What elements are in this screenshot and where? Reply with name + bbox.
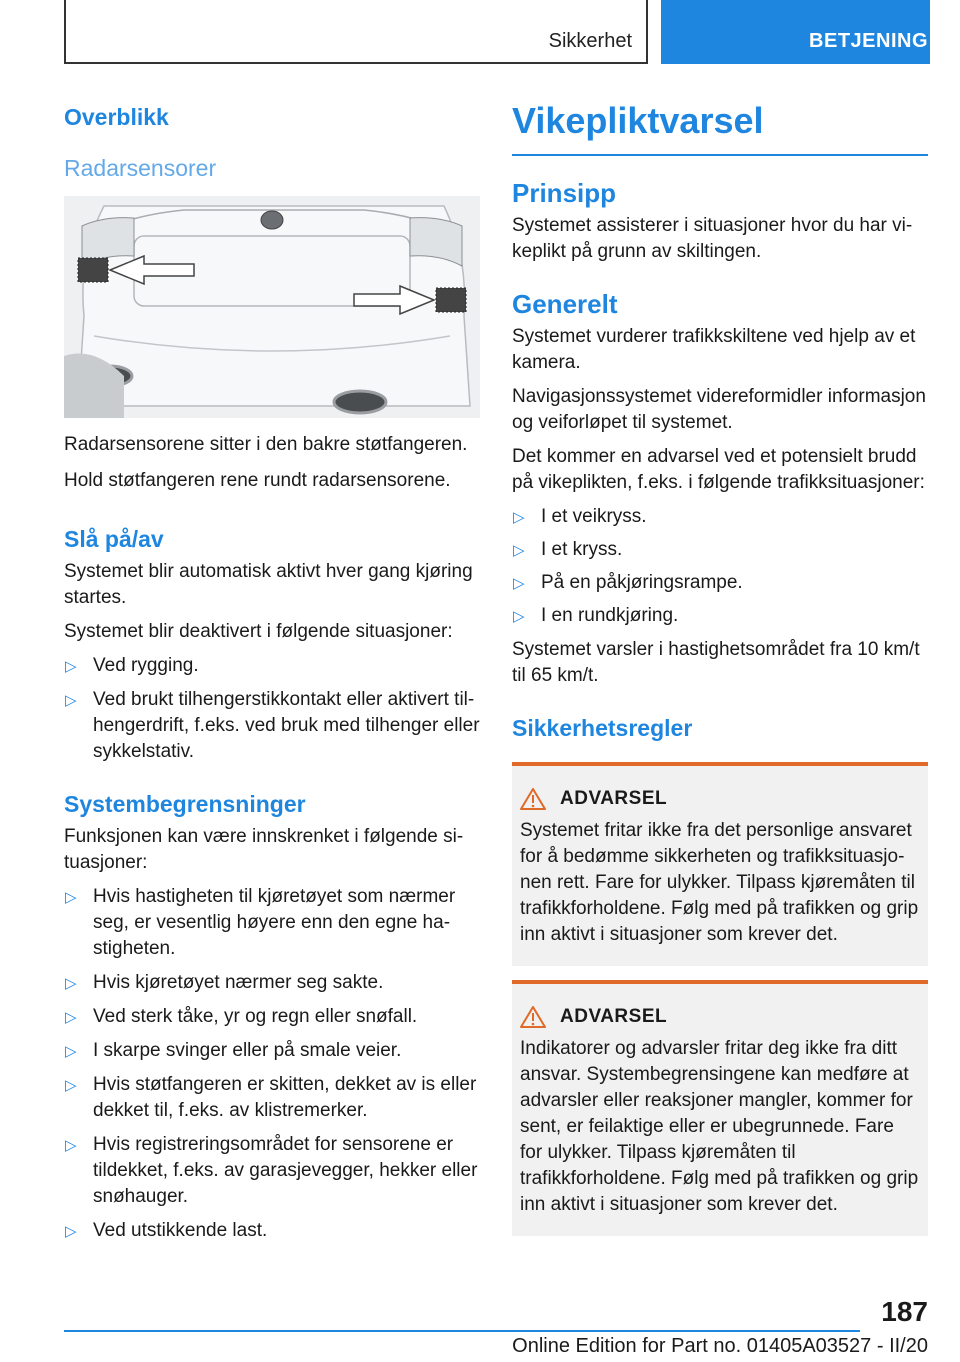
car-rear-image: [64, 196, 480, 418]
radar-sensor-illustration: [64, 196, 480, 418]
bullet-triangle-icon: ▷: [65, 1009, 77, 1026]
bullet-triangle-icon: ▷: [65, 692, 77, 709]
bullet-triangle-icon: ▷: [65, 1223, 77, 1240]
generelt-paragraph-4: Systemet varsler i hastighetsområdet fra 10 km/t til 65 km/t.: [512, 639, 920, 686]
bullet-triangle-icon: ▷: [513, 608, 525, 625]
left-sensor-marker: [78, 258, 108, 282]
footer-divider: [64, 1330, 860, 1332]
main-title: Vikepliktvarsel: [512, 96, 928, 156]
right-sensor-marker: [436, 288, 466, 312]
bullet-triangle-icon: ▷: [65, 889, 77, 906]
overblikk-heading: Overblikk: [64, 104, 169, 130]
warning-label: ADVARSEL: [560, 1006, 668, 1027]
warning-header: [520, 788, 920, 810]
list-item: ▷ Ved rygging.: [64, 653, 480, 679]
warning-header: [520, 1006, 920, 1028]
generelt-paragraph-3: Det kommer en advarsel ved et potensielt brudd på vikeplikten, f.eks. i følgende trafikksituasjoner:: [512, 446, 925, 493]
warning-text: Indikatorer og advarsler fritar deg ikke fra ditt ansvar. Systembegrensingene kan medføre at advarsler eller reaksjoner mangler, kommer for sent, er feilaktige eller er ubegrunnede. Fare for ulykker. Tilpass kjøremåten til trafikkforholdene. Følg med på trafikken og grip inn aktivt i situasjoner som krever det.: [520, 1038, 919, 1215]
header-chapter-tab[interactable]: [661, 0, 930, 64]
generelt-paragraph-1: Systemet vurderer trafikkskiltene ved hjelp av et kamera.: [512, 326, 916, 373]
generelt-list: [512, 504, 928, 629]
list-item: ▷ Ved sterk tåke, yr og regn eller snøfall.: [64, 1004, 480, 1030]
list-item: ▷ I et veikryss.: [512, 504, 928, 530]
list-item: ▷ Hvis registreringsområdet for sensorene er tildekket, f.eks. av garasjevegger, hekker eller snøhauger.: [65, 1134, 478, 1207]
bullet-triangle-icon: ▷: [513, 542, 525, 559]
slaa-list: [64, 653, 480, 765]
list-item: ▷ På en påkjøringsrampe.: [512, 570, 928, 596]
list-item: ▷ Hvis støtfangeren er skitten, dekket av is eller dekket til, f.eks. av klistremerker.: [65, 1074, 477, 1121]
list-item: ▷ Hvis hastigheten til kjøretøyet som nærmer seg, er vesentlig høyere enn den egne hastigheten.: [65, 886, 456, 959]
prinsipp-paragraph: Systemet assisterer i situasjoner hvor du har vikeplikt på grunn av skiltingen.: [512, 215, 913, 262]
header-section-label: Sikkerhet: [548, 30, 632, 52]
footer-edition: Online Edition for Part no. 01405A03527 - II/20: [512, 1335, 928, 1357]
warning-box: [512, 980, 928, 1236]
right-column: [512, 96, 928, 1236]
bullet-triangle-icon: ▷: [513, 575, 525, 592]
warning-label: ADVARSEL: [560, 788, 668, 809]
left-column: [64, 96, 480, 1244]
list-item: ▷ Ved brukt tilhengerstikkontakt eller aktivert tilhengerdrift, f.eks. ved bruk med tilhenger eller sykkelstativ.: [65, 689, 480, 762]
bullet-triangle-icon: ▷: [513, 509, 525, 526]
radar-paragraph-1: Radarsensorene sitter i den bakre støtfangeren.: [64, 434, 468, 455]
warning-box: [512, 762, 928, 966]
bullet-triangle-icon: ▷: [65, 658, 77, 675]
bullet-triangle-icon: ▷: [65, 1043, 77, 1060]
warning-triangle-icon: [520, 1006, 546, 1028]
sysbeg-heading: Systembegrensninger: [64, 791, 306, 817]
list-item: ▷ Hvis kjøretøyet nærmer seg sakte.: [64, 970, 480, 996]
bullet-triangle-icon: ▷: [65, 1137, 77, 1154]
prinsipp-heading: Prinsipp: [512, 178, 617, 208]
page-number: 187: [881, 1296, 928, 1327]
page-header: [64, 0, 930, 64]
bullet-triangle-icon: ▷: [65, 975, 77, 992]
warning-triangle-icon: [520, 788, 546, 810]
list-item: ▷ I skarpe svinger eller på smale veier.: [64, 1038, 480, 1064]
radar-paragraph-2: Hold støtfangeren rene rundt radarsensorene.: [64, 470, 451, 491]
list-item: ▷ I en rundkjøring.: [512, 603, 928, 629]
sysbeg-list: [64, 884, 480, 1244]
slaa-paragraph-2: Systemet blir deaktivert i følgende situasjoner:: [64, 621, 453, 642]
bullet-triangle-icon: ▷: [65, 1077, 77, 1094]
header-chapter-label: BETJENING: [809, 30, 928, 52]
radar-heading: Radarsensorer: [64, 155, 217, 181]
header-section-box: [64, 0, 648, 64]
warning-text: Systemet fritar ikke fra det personlige ansvaret for å bedømme sikkerheten og trafikksituasjonen rett. Fare for ulykker. Tilpass kjøremåten til trafikkforholdene. Følg med på trafikken og grip inn aktivt i situasjoner som krever det.: [520, 820, 919, 945]
generelt-paragraph-2: Navigasjonssystemet videreformidler informasjon og veiforløpet til systemet.: [512, 386, 926, 433]
list-item: ▷ I et kryss.: [512, 537, 928, 563]
sysbeg-paragraph: Funksjonen kan være innskrenket i følgende situasjoner:: [64, 826, 464, 873]
list-item: ▷ Ved utstikkende last.: [64, 1218, 480, 1244]
slaa-heading: Slå på/av: [64, 526, 164, 552]
slaa-paragraph-1: Systemet blir automatisk aktivt hver gang kjøring startes.: [64, 561, 473, 608]
generelt-heading: Generelt: [512, 289, 618, 319]
sikkerhet-heading: Sikkerhetsregler: [512, 715, 693, 741]
